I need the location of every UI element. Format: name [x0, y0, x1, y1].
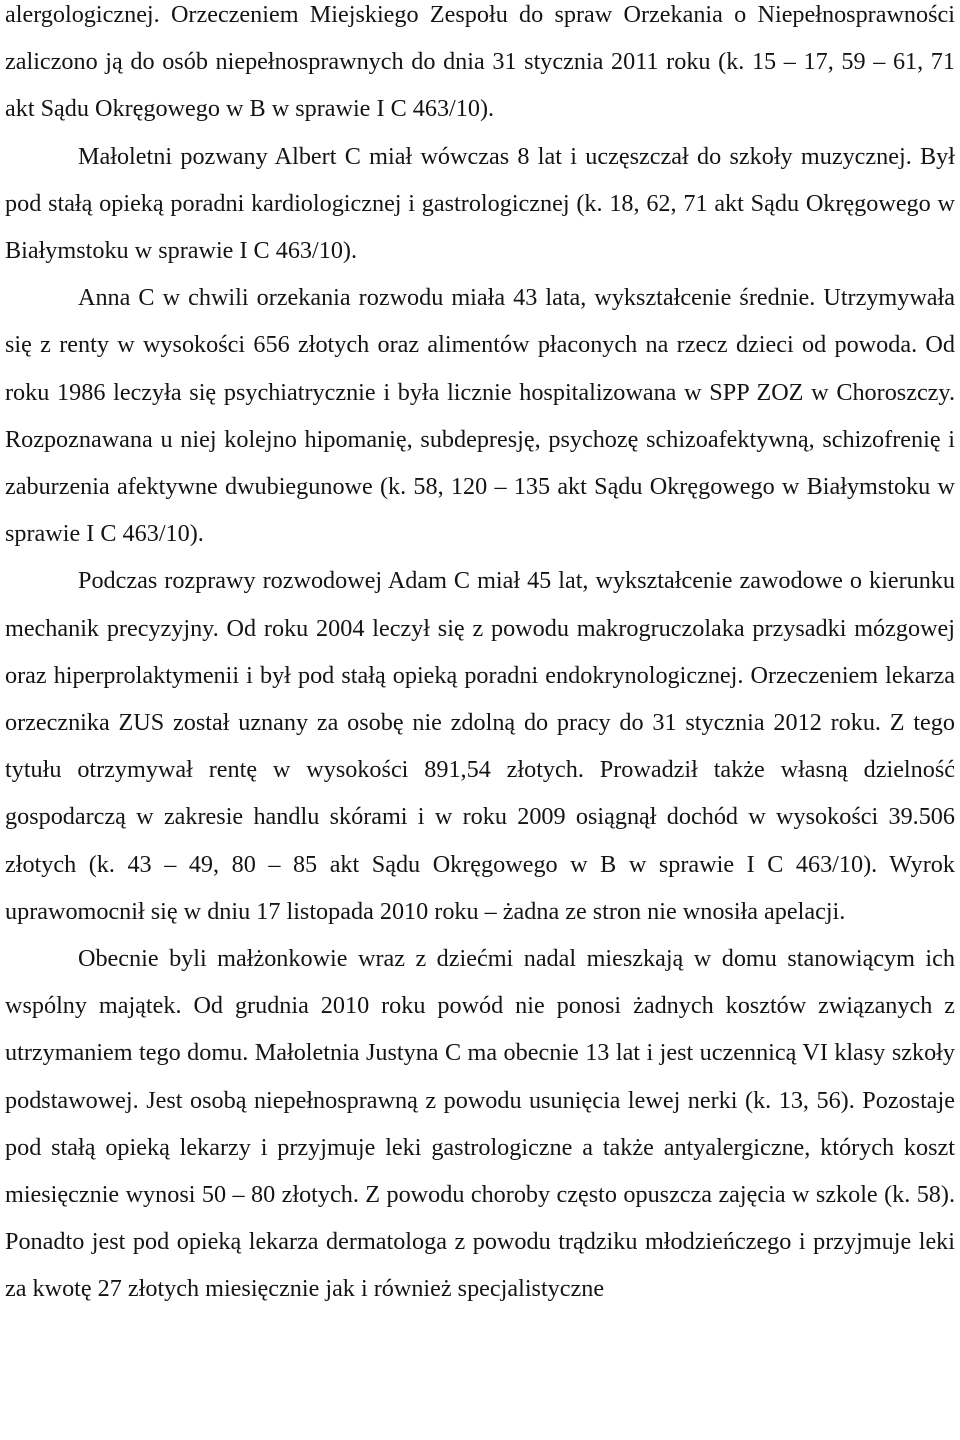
paragraph: alergologicznej. Orzeczeniem Miejskiego Zespołu do spraw Orzekania o Niepełnosprawności zaliczono ją do osób niepełnosprawnych do dnia 31 stycznia 2011 roku (k. 15 – 17, 59 – 61, 71 akt Sądu Okręgowego w B w sprawie I C 463/10).	[5, 1, 955, 123]
paragraph: Anna C w chwili orzekania rozwodu miała 43 lata, wykształcenie średnie. Utrzymywała się z renty w wysokości 656 złotych oraz alimentów płaconych na rzecz dzieci od powoda. Od roku 1986 leczyła się psychiatrycznie i była licznie hospitalizowana w SPP ZOZ w Choroszczy. Rozpoznawana u niej kolejno hipomanię, subdepresję, psychozę schizoafektywną, schizofrenię i zaburzenia afektywne dwubiegunowe (k. 58, 120 – 135 akt Sądu Okręgowego w Białymstoku w sprawie I C 463/10).	[5, 284, 955, 548]
paragraph: Obecnie byli małżonkowie wraz z dziećmi nadal mieszkają w domu stanowiącym ich wspólny majątek. Od grudnia 2010 roku powód nie ponosi żadnych kosztów związanych z utrzymaniem tego domu. Małoletnia Justyna C ma obecnie 13 lat i jest uczennicą VI klasy szkoły podstawowej. Jest osobą niepełnosprawną z powodu usunięcia lewej nerki (k. 13, 56). Pozostaje pod stałą opieką lekarzy i przyjmuje leki gastrologiczne a także antyalergiczne, których koszt miesięcznie wynosi 50 – 80 złotych. Z powodu choroby często opuszcza zajęcia w szkole (k. 58). Ponadto jest pod opieką lekarza dermatologa z powodu trądziku młodzieńczego i przyjmuje leki za kwotę 27 złotych miesięcznie jak i również specjalistyczne	[5, 945, 955, 1303]
paragraph: Podczas rozprawy rozwodowej Adam C miał 45 lat, wykształcenie zawodowe o kierunku mechanik precyzyjny. Od roku 2004 leczył się z powodu makrogruczolaka przysadki mózgowej oraz hiperprolaktymenii i był pod stałą opieką poradni endokrynologicznej. Orzeczeniem lekarza orzecznika ZUS został uznany za osobę nie zdolną do pracy do 31 stycznia 2012 roku. Z tego tytułu otrzymywał rentę w wysokości 891,54 złotych. Prowadził także własną dzielność gospodarczą w zakresie handlu skórami i w roku 2009 osiągnął dochód w wysokości 39.506 złotych (k. 43 – 49, 80 – 85 akt Sądu Okręgowego w B w sprawie I C 463/10). Wyrok uprawomocnił się w dniu 17 listopada 2010 roku – żadna ze stron nie wnosiła apelacji.	[5, 567, 955, 925]
document-page	[5, 0, 955, 1313]
paragraph: Małoletni pozwany Albert C miał wówczas 8 lat i uczęszczał do szkoły muzycznej. Był pod stałą opieką poradni kardiologicznej i gastrologicznej (k. 18, 62, 71 akt Sądu Okręgowego w Białymstoku w sprawie I C 463/10).	[5, 142, 955, 265]
